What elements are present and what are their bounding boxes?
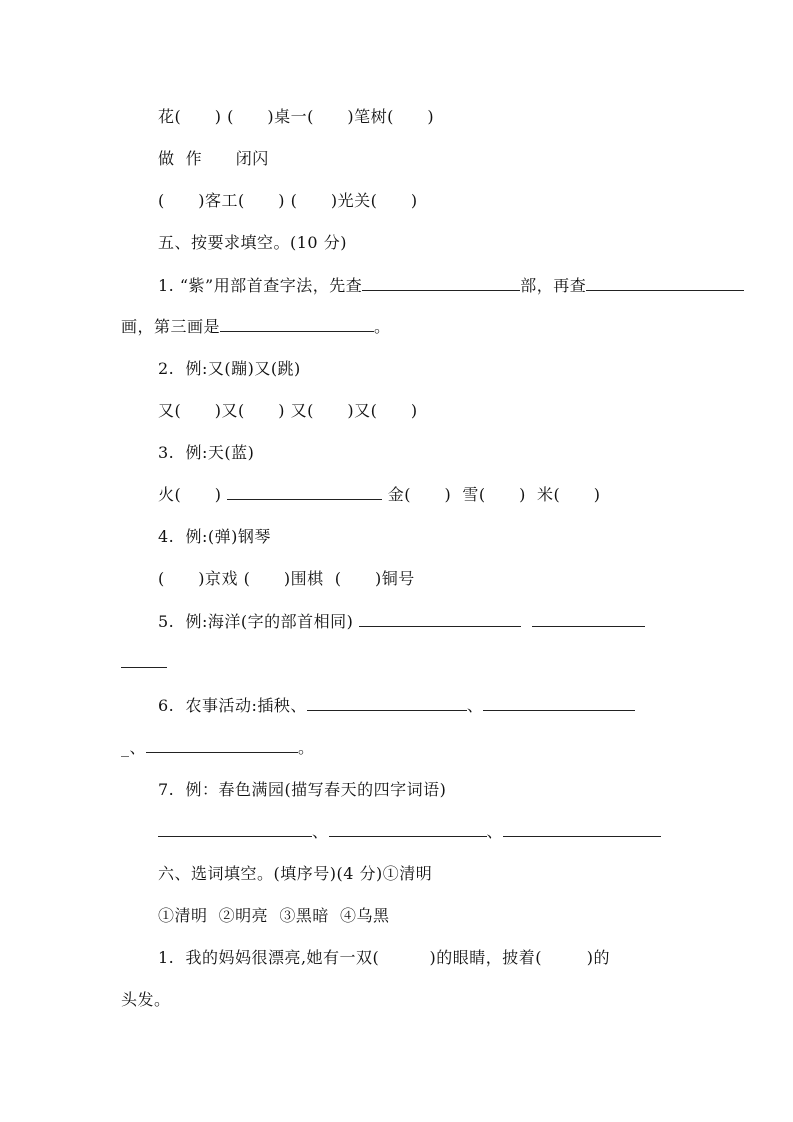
question-5-line-1 bbox=[158, 612, 645, 632]
q7-blank-3[interactable] bbox=[503, 822, 661, 837]
question-1-line-2 bbox=[121, 317, 391, 337]
q1-text-b: 部，再查 bbox=[520, 276, 587, 295]
q6-text-d: 。 bbox=[298, 738, 315, 757]
q1-blank-3[interactable] bbox=[220, 317, 374, 332]
q1-blank-1[interactable] bbox=[362, 276, 520, 291]
q5-blank-2[interactable] bbox=[532, 612, 645, 627]
question-3-answers bbox=[158, 485, 601, 505]
question-4-answers: ( )京戏 ( )围棋 ( )铜号 bbox=[158, 569, 415, 588]
question-2-answers: 又( )又( ) 又( )又( ) bbox=[158, 401, 418, 420]
q6-text-c: _、 bbox=[121, 738, 147, 757]
q1-blank-2[interactable] bbox=[586, 276, 744, 291]
sentence-1-line-1: 1. 我的妈妈很漂亮,她有一双( )的眼睛，披着( )的 bbox=[158, 948, 610, 967]
q7-separator-1: 、 bbox=[312, 822, 329, 841]
word-options: ①清明 ②明亮 ③黑暗 ④乌黑 bbox=[158, 906, 390, 925]
q1-text-a: 1. “紫”用部首查字法，先查 bbox=[158, 276, 363, 295]
q5-text: 5. 例:海洋(字的部首相同) bbox=[158, 612, 354, 631]
question-2-example: 2. 例:又(蹦)又(跳) bbox=[158, 359, 301, 378]
question-6-line-2 bbox=[121, 738, 315, 758]
question-7-answers bbox=[158, 822, 661, 842]
char-group-line: 做 作 闭闪 bbox=[158, 149, 269, 168]
question-1-line-1 bbox=[158, 276, 744, 296]
q6-blank-3[interactable] bbox=[146, 738, 298, 753]
char-pair-line-2: ( )客工( ) ( )光关( ) bbox=[158, 191, 418, 210]
question-4-example: 4. 例:(弹)钢琴 bbox=[158, 527, 271, 546]
q6-blank-1[interactable] bbox=[307, 696, 467, 711]
q1-text-c: 画，第三画是 bbox=[121, 317, 221, 336]
question-5-line-2 bbox=[121, 653, 167, 673]
q6-separator: 、 bbox=[466, 696, 484, 715]
q3-text-a: 火( ) bbox=[158, 485, 222, 504]
section-6-title: 六、选词填空。(填序号)(4 分)①清明 bbox=[158, 864, 433, 883]
question-3-example: 3. 例:天(蓝) bbox=[158, 443, 255, 462]
q6-blank-2[interactable] bbox=[483, 696, 635, 711]
q3-blank[interactable] bbox=[227, 485, 382, 500]
sentence-1-line-2: 头发。 bbox=[121, 990, 171, 1009]
question-7-example: 7. 例：春色满园(描写春天的四字词语) bbox=[158, 780, 447, 799]
q6-text-a: 6. 农事活动:插秧、 bbox=[158, 696, 307, 715]
q7-blank-2[interactable] bbox=[329, 822, 487, 837]
section-5-title: 五、按要求填空。(10 分) bbox=[158, 233, 347, 252]
q5-blank-3[interactable] bbox=[121, 653, 167, 668]
q7-blank-1[interactable] bbox=[158, 822, 312, 837]
q5-blank-1[interactable] bbox=[359, 612, 521, 627]
q3-text-b: 金( ) 雪( ) 米( ) bbox=[387, 485, 601, 504]
q7-separator-2: 、 bbox=[486, 822, 504, 841]
question-6-line-1 bbox=[158, 696, 635, 716]
q1-text-d: 。 bbox=[374, 317, 391, 336]
char-pair-line-1: 花( ) ( )桌一( )笔树( ) bbox=[158, 107, 435, 126]
